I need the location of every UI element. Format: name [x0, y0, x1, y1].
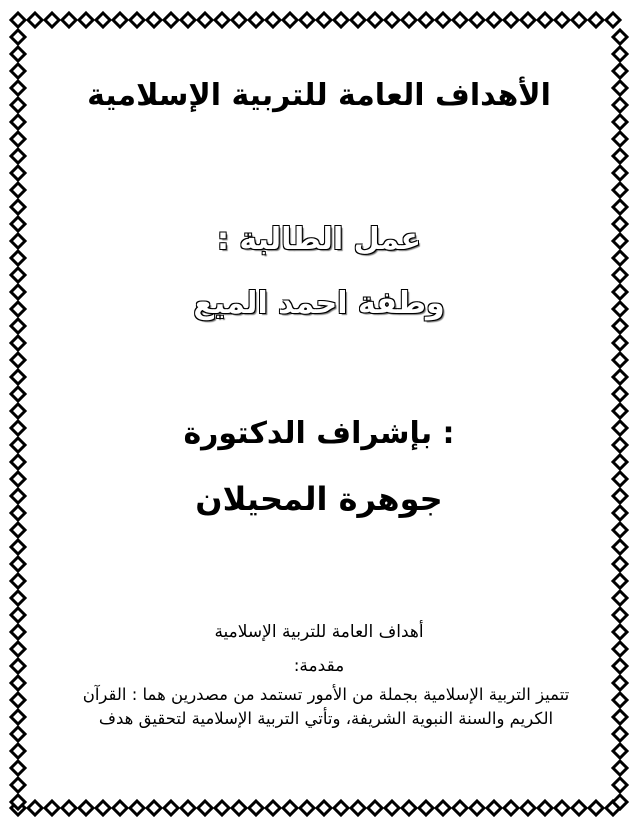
page-title: الأهداف العامة للتربية الإسلامية	[87, 78, 551, 113]
intro-paragraph: تتميز التربية الإسلامية بجملة من الأمور تستمد من مصدرين هما : القرآن الكريم والسنة النبوية الشريفة، وتأتي التربية الإسلامية لتحقيق هدف	[82, 685, 570, 728]
student-label: عمل الطالبة :	[216, 222, 421, 257]
student-name: وطفة احمد الميع	[193, 286, 445, 321]
supervisor-name: جوهرة المحيلان	[195, 480, 443, 518]
supervisor-label: : بإشراف الدكتورة	[183, 416, 455, 451]
section-heading: أهداف العامة للتربية الإسلامية	[214, 622, 424, 642]
intro-label: مقدمة:	[293, 656, 345, 676]
